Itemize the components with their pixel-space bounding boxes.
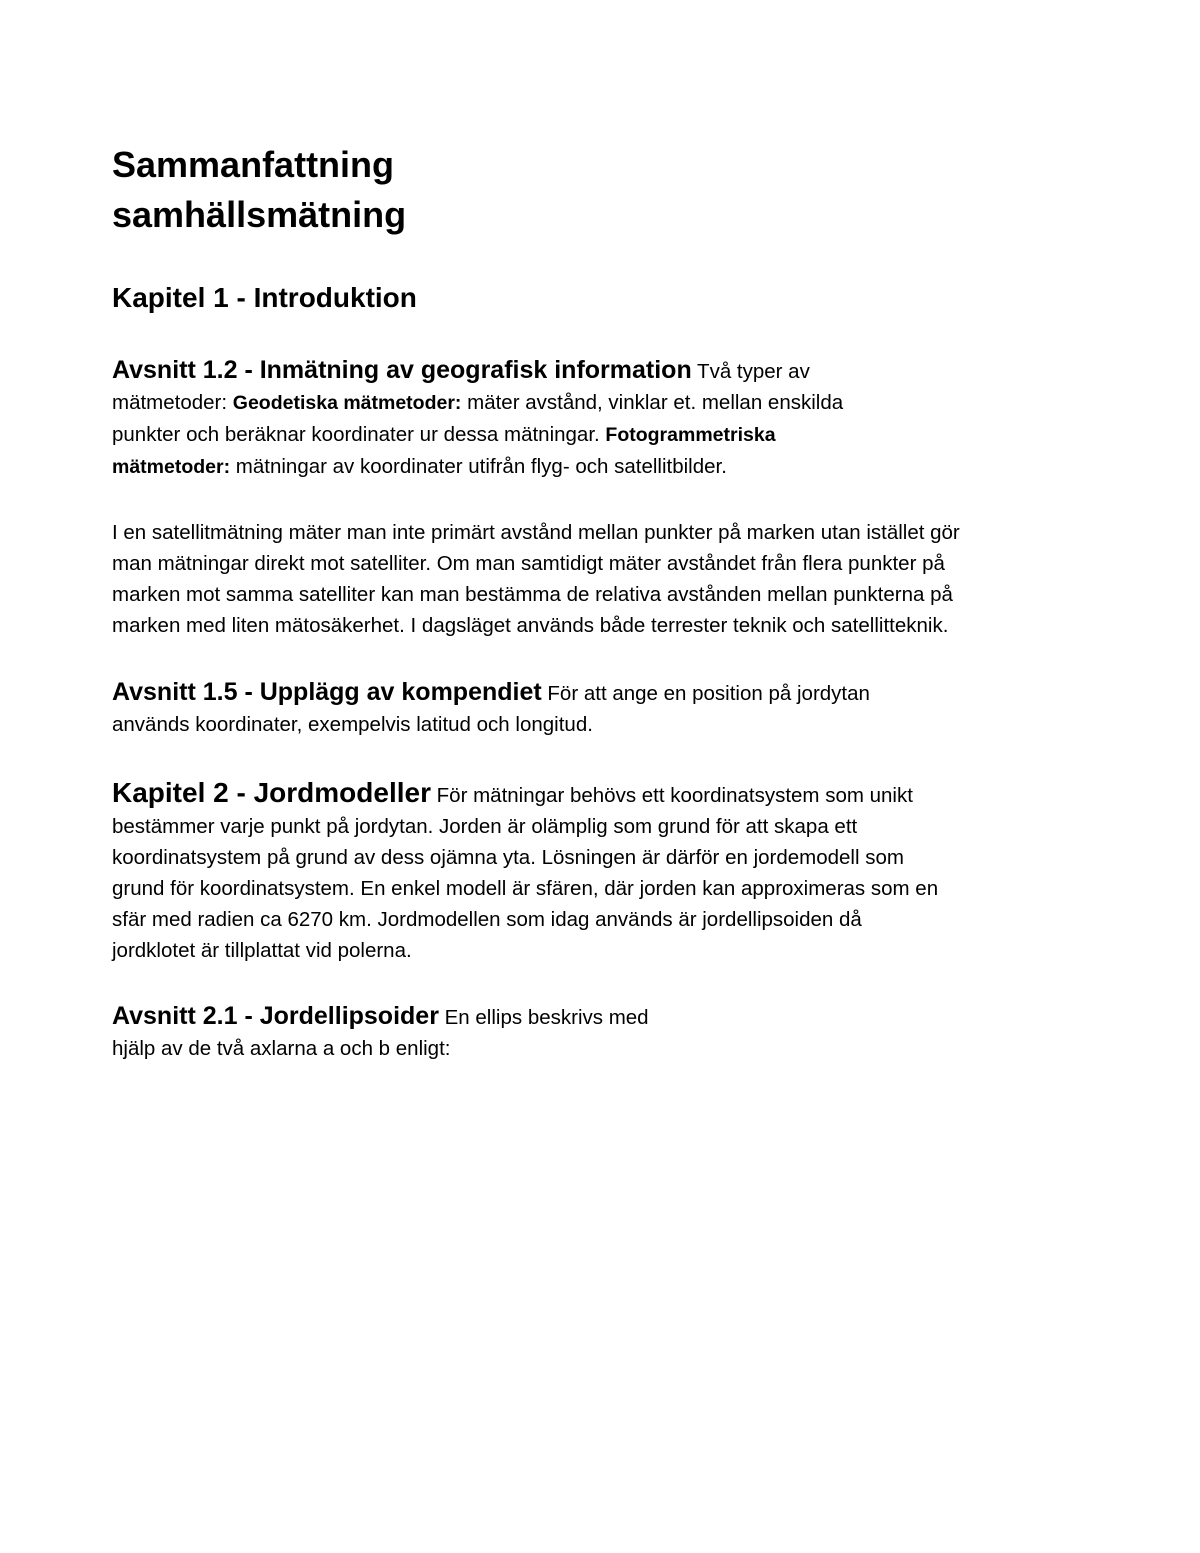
section-1-5-heading: Avsnitt 1.5 - Upplägg av kompendiet	[112, 678, 542, 706]
chapter-2-heading: Kapitel 2 - Jordmodeller	[112, 777, 431, 808]
satellite-line-4: marken med liten mätosäkerhet. I dagsläget används både terrester teknik och satellitteknik.	[112, 614, 949, 637]
geodetic-methods-term: Geodetiska mätmetoder:	[232, 392, 462, 414]
photogrammetric-methods-term: Fotogrammetriska	[605, 424, 776, 446]
section-2-1-paragraph	[112, 1001, 1102, 1064]
section-1-2-text: Två typer av	[691, 360, 810, 383]
satellite-line-3: marken mot samma satelliter kan man bestämma de relativa avstånden mellan punkterna på	[112, 583, 953, 606]
section-1-2-line-3-pre: punkter och beräknar koordinater ur dessa mätningar.	[112, 423, 606, 446]
section-2-1-line-1	[112, 1001, 1102, 1033]
photogrammetric-methods-term-cont: mätmetoder:	[112, 456, 231, 478]
chapter-2-line-1	[112, 777, 1102, 811]
section-1-2-line-2-pre: mätmetoder:	[112, 391, 233, 414]
section-1-2-line-4	[112, 451, 1102, 483]
section-1-2-line-2-post: mäter avstånd, vinklar et. mellan enskilda	[461, 391, 844, 414]
section-2-1-heading: Avsnitt 2.1 - Jordellipsoider	[112, 1002, 439, 1030]
section-1-5-text: För att ange en position på jordytan	[541, 682, 870, 705]
chapter-2-text: För mätningar behövs ett koordinatsystem som unikt	[430, 784, 913, 807]
section-2-1-line-2: hjälp av de två axlarna a och b enligt:	[112, 1037, 451, 1060]
satellite-paragraph	[112, 517, 1102, 641]
satellite-line-2: man mätningar direkt mot satelliter. Om man samtidigt mäter avståndet från flera punkter på	[112, 552, 945, 575]
chapter-1-heading: Kapitel 1 - Introduktion	[112, 282, 417, 313]
chapter-2-line-2: bestämmer varje punkt på jordytan. Jorden är olämplig som grund för att skapa ett	[112, 815, 858, 838]
section-1-5-line-1	[112, 677, 1102, 709]
section-1-2-line-4-post: mätningar av koordinater utifrån flyg- och satellitbilder.	[230, 455, 727, 478]
chapter-2-paragraph	[112, 777, 1102, 966]
section-1-5-line-2: används koordinater, exempelvis latitud och longitud.	[112, 713, 593, 736]
chapter-2-line-6: jordklotet är tillplattat vid polerna.	[112, 939, 412, 962]
section-1-2-line-2	[112, 387, 1102, 419]
title-line-1: Sammanfattning	[112, 144, 395, 185]
section-1-2-line-3	[112, 419, 1102, 451]
chapter-2-line-4: grund för koordinatsystem. En enkel modell är sfären, där jorden kan approximeras som en	[112, 877, 939, 900]
chapter-2-line-3: koordinatsystem på grund av dess ojämna yta. Lösningen är därför en jordemodell som	[112, 846, 904, 869]
satellite-line-1: I en satellitmätning mäter man inte primärt avstånd mellan punkter på marken utan istället gör	[112, 521, 960, 544]
chapter-2-line-5: sfär med radien ca 6270 km. Jordmodellen som idag används är jordellipsoiden då	[112, 908, 862, 931]
section-1-2-line-1	[112, 355, 1102, 387]
document-title	[112, 140, 406, 240]
section-1-2-heading: Avsnitt 1.2 - Inmätning av geografisk information	[112, 356, 692, 384]
section-1-5-paragraph	[112, 677, 1102, 740]
title-line-2: samhällsmätning	[112, 194, 407, 235]
section-1-2-paragraph	[112, 355, 1102, 483]
section-2-1-text: En ellips beskrivs med	[438, 1006, 649, 1029]
